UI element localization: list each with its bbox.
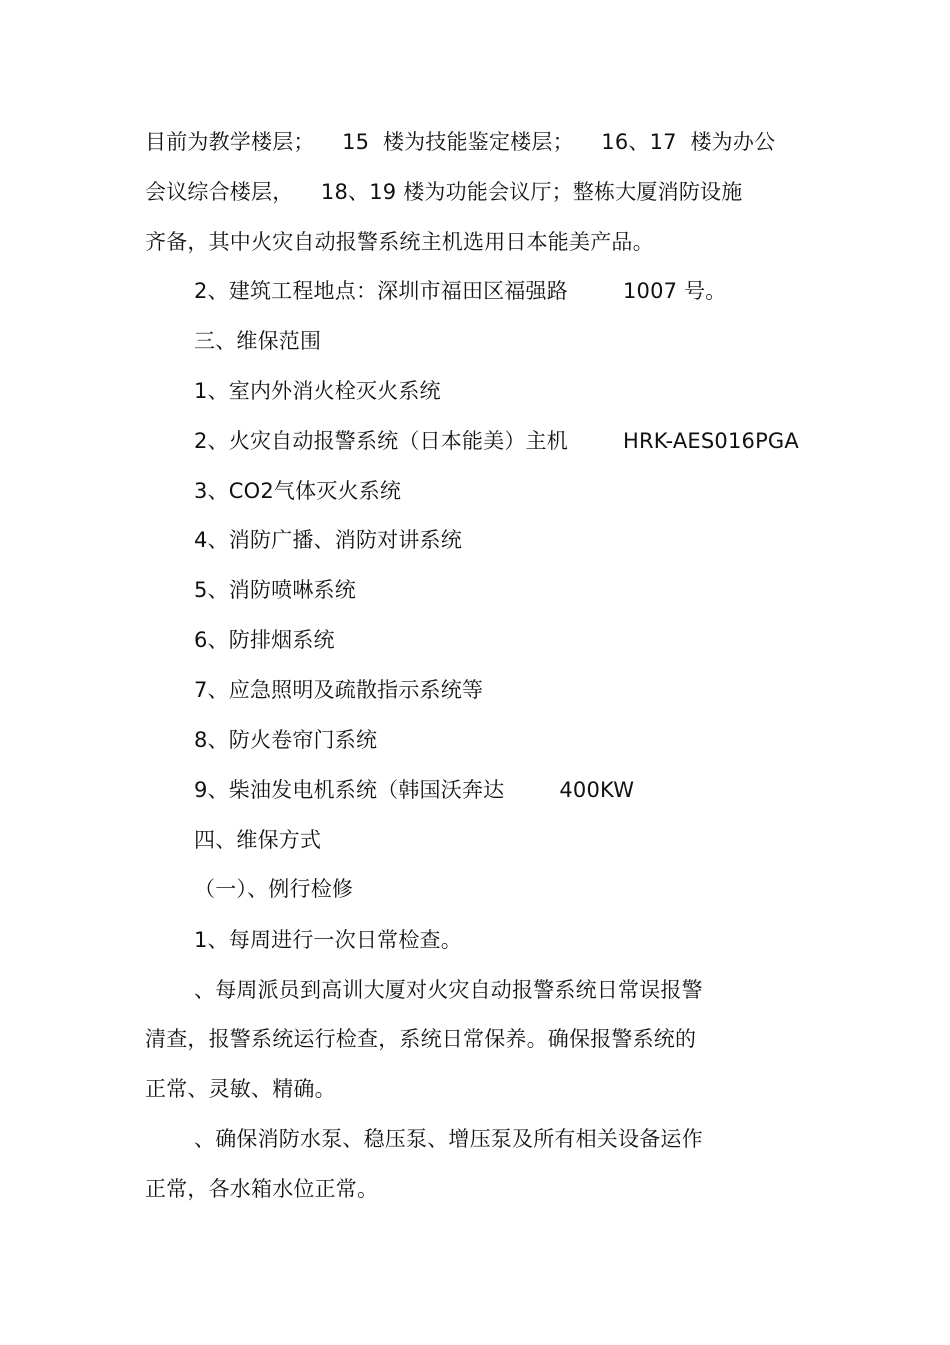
list-item: 9、柴油发电机系统（韩国沃奔达 400KW [194,778,635,802]
paragraph-line: 齐备，其中火灾自动报警系统主机选用日本能美产品。 [145,230,654,254]
list-item: 7、应急照明及疏散指示系统等 [194,678,484,702]
list-item: 8、防火卷帘门系统 [194,728,378,752]
list-item: 1、室内外消火栓灭火系统 [194,379,441,403]
list-item: 2、火灾自动报警系统（日本能美）主机 HRK-AES016PGA [194,429,799,453]
list-item: 6、防排烟系统 [194,628,335,652]
list-item: 4、消防广播、消防对讲系统 [194,528,462,552]
paragraph-line: 1、每周进行一次日常检查。 [194,928,462,952]
paragraph-line: 清查，报警系统运行检查，系统日常保养。确保报警系统的 [145,1027,697,1051]
subsection-heading: （一）、例行检修 [194,877,354,901]
paragraph-line: 正常、灵敏、精确。 [145,1077,336,1101]
section-heading: 四、维保方式 [194,828,322,852]
paragraph-line: 、确保消防水泵、稳压泵、增压泵及所有相关设备运作 [194,1127,703,1151]
section-heading: 三、维保范围 [194,329,322,353]
list-item: 3、CO2气体灭火系统 [194,479,402,503]
paragraph-line: 2、建筑工程地点：深圳市福田区福强路 1007 号。 [194,279,727,303]
paragraph-line: 正常，各水箱水位正常。 [145,1177,379,1201]
paragraph-line: 、每周派员到高训大厦对火灾自动报警系统日常误报警 [194,978,703,1002]
paragraph-line: 会议综合楼层， 18、19 楼为功能会议厅；整栋大厦消防设施 [145,180,743,204]
list-item: 5、消防喷啉系统 [194,578,356,602]
paragraph-line: 目前为教学楼层； 15 楼为技能鉴定楼层； 16、17 楼为办公 [145,130,776,154]
